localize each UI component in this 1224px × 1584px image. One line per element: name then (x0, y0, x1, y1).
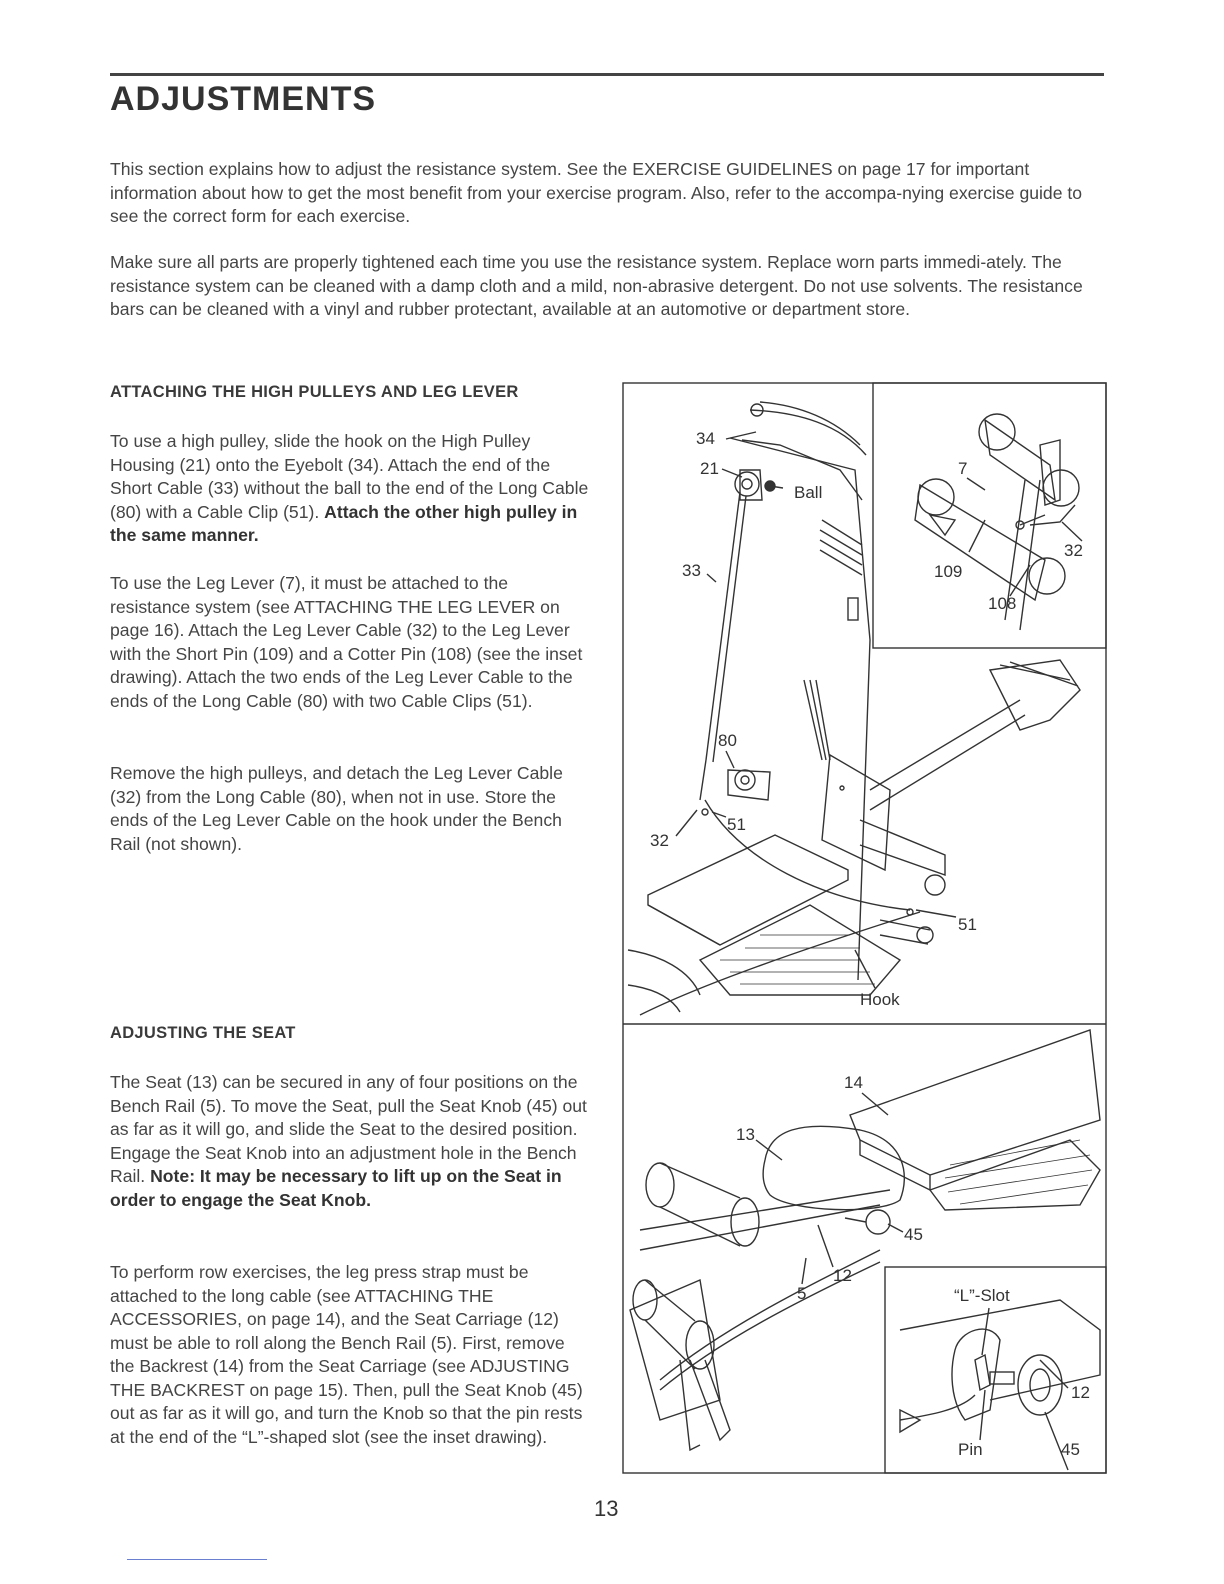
seat-paragraph-1-note: Note: It may be necessary to lift up on the Seat in order to engage the Seat Knob. (110, 1166, 562, 1210)
label-leg-lever-cable: 32 (650, 831, 669, 850)
inset-label-pin: Pin (958, 1440, 983, 1459)
inset-label-knob: 45 (1061, 1440, 1080, 1459)
label-backrest: 14 (844, 1073, 863, 1092)
label-housing: 21 (700, 459, 719, 478)
inset-label-cable: 32 (1064, 541, 1083, 560)
label-cable-clip-2: 51 (958, 915, 977, 934)
pulleys-paragraph-2: To use the Leg Lever (7), it must be attached to the resistance system (see ATTACHING THE LEG LEVER on page 16). Attach the Leg Lever Cable (32) to the Leg Lever with the Short Pin (109) and a Cotter Pin (108) (see the inset drawing). Attach the two ends of the Leg Lever Cable to the ends of the Long Cable (80) with two Cable Clips (51). (110, 573, 583, 711)
label-ball: Ball (794, 483, 823, 502)
high-pulley-figure (628, 402, 1080, 1015)
label-long-cable: 80 (718, 731, 737, 750)
pulleys-paragraph-1-text: To use a high pulley, slide the hook on the High Pulley Housing (21) onto the Eyebolt (34). Attach the end of the Short Cable (33) without the ball to the end of the Long Cable (80) with a Cable Clip (51). (110, 431, 589, 522)
label-bench-rail: 5 (797, 1284, 807, 1303)
label-short-cable: 33 (682, 561, 701, 580)
inset-label-l-slot: “L”-Slot (954, 1286, 1010, 1305)
inset-label-cotter-pin: 108 (988, 594, 1017, 613)
inset-label-carriage: 12 (1071, 1383, 1090, 1402)
seat-heading: ADJUSTING THE SEAT (110, 1024, 296, 1042)
label-seat-carriage: 12 (833, 1266, 852, 1285)
label-seat-knob: 45 (904, 1225, 923, 1244)
intro-paragraph-1: This section explains how to adjust the resistance system. See the EXERCISE GUIDELINES on page 17 for important information about how to get the most benefit from your exercise program. Also, refer to the accompa-nying exercise guide to see the correct form for each exercise. (110, 159, 1083, 226)
label-eyebolt: 34 (696, 429, 715, 448)
label-hook: Hook (860, 990, 900, 1009)
seat-paragraph-2: To perform row exercises, the leg press strap must be attached to the long cable (see ATTACHING THE ACCESSORIES, on page 14), and the Seat Carriage (12) must be able to roll along the Bench Rail (5). First, remove the Backrest (14) from the Seat Carriage (see ADJUSTING THE BACKREST on page 15). Then, pull the Seat Knob (45) out as far as it will go, and turn the Knob so that the pin rests at the end of the “L”-shaped slot (see the inset drawing). (110, 1262, 583, 1447)
figure-frame (623, 383, 1106, 1473)
inset-label-short-pin: 109 (934, 562, 963, 581)
footer-line (127, 1559, 267, 1560)
seat-paragraph-1-text: The Seat (13) can be secured in any of four positions on the Bench Rail (5). To move the Seat, pull the Seat Knob (45) out as far as it will go, and slide the Seat to the desired position. Engage the Seat Knob into an adjustment hole in the Bench Rail. (110, 1072, 587, 1186)
label-cable-clip: 51 (727, 815, 746, 834)
pulleys-heading: ATTACHING THE HIGH PULLEYS AND LEG LEVER (110, 383, 519, 401)
page-title: ADJUSTMENTS (110, 80, 377, 118)
pulleys-paragraph-3: Remove the high pulleys, and detach the Leg Lever Cable (32) from the Long Cable (80), when not in use. Store the ends of the Leg Lever Cable on the hook under the Bench Rail (not shown). (110, 763, 563, 854)
page-number: 13 (594, 1496, 619, 1521)
intro-paragraph-2: Make sure all parts are properly tightened each time you use the resistance system. Replace worn parts immedi-ately. The resistance system can be cleaned with a damp cloth and a mild, non-abrasive detergent. Do not use solvents. The resistance bars can be cleaned with a vinyl and rubber protectant, available at an automotive or department store. (110, 252, 1083, 319)
inset-label-leg-lever: 7 (958, 459, 968, 478)
label-seat: 13 (736, 1125, 755, 1144)
pulleys-paragraph-1-note: Attach the other high pulley in the same manner. (110, 501, 578, 545)
